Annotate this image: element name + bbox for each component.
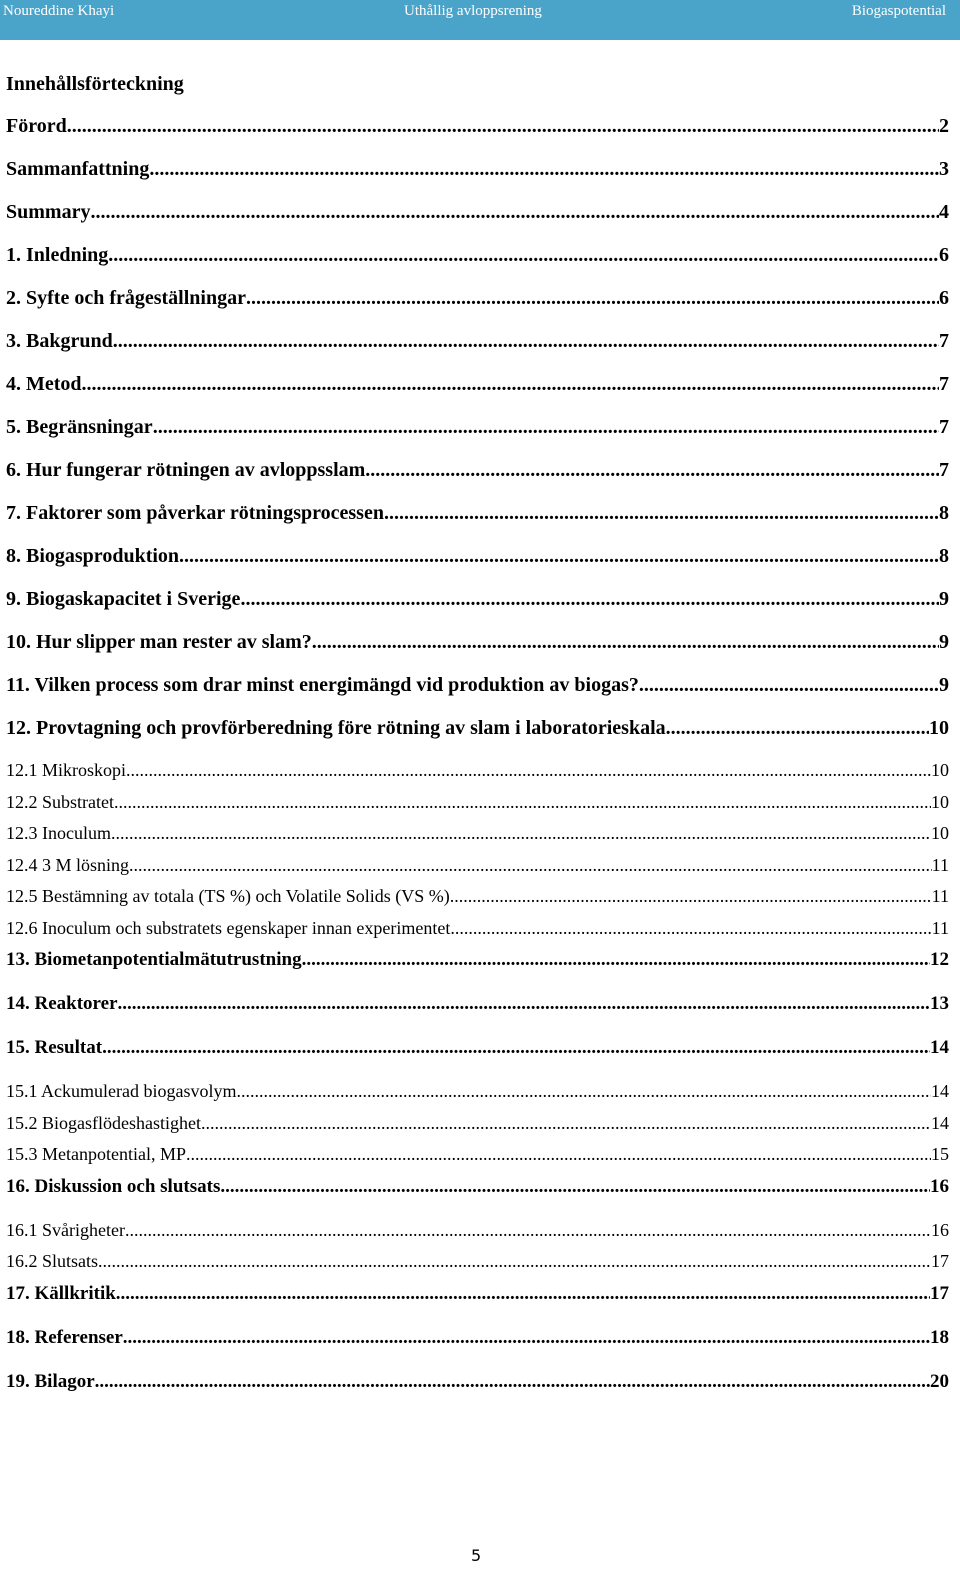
toc-entry[interactable] (6, 501, 949, 544)
toc-entry-page: 7 (939, 416, 949, 438)
header-course: Uthållig avloppsrening (404, 3, 542, 19)
dot-leader (67, 114, 939, 138)
dot-leader (149, 157, 939, 181)
toc-entry-title: 12.4 3 M lösning (6, 854, 130, 875)
dot-leader (302, 948, 930, 971)
toc-entry[interactable] (6, 372, 949, 415)
toc-entry-page: 7 (939, 373, 949, 395)
toc-entry-title: Summary (6, 201, 91, 223)
toc-entry-page: 11 (931, 917, 949, 938)
toc-entry-page: 17 (931, 1251, 949, 1271)
toc-entry[interactable] (6, 854, 949, 886)
dot-leader (220, 1175, 930, 1198)
toc-entry[interactable] (6, 822, 949, 854)
dot-leader (113, 329, 939, 353)
toc-entry-title: 4. Metod (6, 373, 82, 395)
dot-leader (179, 544, 939, 568)
dot-leader (186, 1143, 931, 1165)
toc-entry[interactable] (6, 329, 949, 372)
toc-entry-title: 10. Hur slipper man rester av slam? (6, 631, 312, 653)
toc-entry[interactable] (6, 917, 949, 949)
toc-entry[interactable] (6, 587, 949, 630)
toc-entry-page: 9 (939, 588, 949, 610)
table-of-contents (0, 114, 960, 1414)
toc-entry-page: 8 (939, 502, 949, 524)
dot-leader (95, 1370, 930, 1393)
toc-entry-title: 11. Vilken process som drar minst energimängd vid produktion av biogas? (6, 674, 639, 696)
toc-entry-title: 12.6 Inoculum och substratets egenskaper innan experimentet (6, 917, 451, 938)
dot-leader (312, 630, 939, 654)
toc-entry-page: 10 (929, 717, 949, 739)
toc-entry-title: Sammanfattning (6, 158, 150, 180)
toc-entry-title: 3. Bakgrund (6, 330, 113, 352)
toc-entry[interactable] (6, 630, 949, 673)
toc-entry[interactable] (6, 948, 949, 992)
toc-entry-title: 7. Faktorer som påverkar rötningsprocessen (6, 502, 384, 524)
toc-entry-title: 16. Diskussion och slutsats (6, 1175, 221, 1197)
toc-entry[interactable] (6, 1282, 949, 1326)
dot-leader (201, 1112, 931, 1134)
toc-entry[interactable] (6, 885, 949, 917)
toc-entry-page: 11 (931, 854, 949, 875)
dot-leader (384, 501, 939, 525)
toc-entry-title: 12.2 Substratet (6, 791, 114, 812)
toc-entry-page: 3 (939, 158, 949, 180)
dot-leader (129, 854, 932, 876)
header-author: Noureddine Khayi (3, 3, 115, 19)
toc-entry-page: 2 (939, 115, 949, 137)
toc-entry[interactable] (6, 243, 949, 286)
running-header (0, 0, 960, 40)
toc-entry-page: 14 (931, 1081, 949, 1101)
dot-leader (111, 822, 931, 844)
dot-leader (639, 673, 939, 697)
header-topic: Biogaspotential (851, 3, 946, 19)
dot-leader (246, 286, 939, 310)
toc-entry-page: 9 (939, 631, 949, 653)
dot-leader (365, 458, 939, 482)
toc-entry-page: 10 (931, 823, 949, 843)
toc-entry-page: 17 (930, 1282, 949, 1304)
dot-leader (114, 791, 931, 813)
dot-leader (236, 1080, 931, 1102)
toc-entry-page: 10 (931, 760, 949, 780)
toc-entry[interactable] (6, 1326, 949, 1370)
toc-entry-page: 12 (930, 949, 949, 970)
toc-entry-title: 18. Referenser (6, 1326, 123, 1348)
dot-leader (116, 1282, 930, 1305)
toc-entry[interactable] (6, 1250, 949, 1282)
toc-entry[interactable] (6, 458, 949, 501)
toc-entry-title: 16.2 Slutsats (6, 1251, 99, 1271)
toc-entry[interactable] (6, 114, 949, 157)
toc-entry-title: 15. Resultat (6, 1037, 103, 1058)
toc-entry-title: 16.1 Svårigheter (6, 1219, 125, 1240)
toc-entry-page: 7 (939, 330, 949, 352)
dot-leader (126, 759, 931, 781)
dot-leader (118, 992, 930, 1015)
dot-leader (240, 587, 939, 611)
toc-entry-page: 7 (939, 459, 949, 481)
dot-leader (98, 1250, 931, 1272)
toc-entry-title: 5. Begränsningar (6, 416, 153, 438)
dot-leader (153, 415, 939, 439)
toc-entry[interactable] (6, 992, 949, 1036)
dot-leader (123, 1326, 930, 1349)
toc-entry[interactable] (6, 1112, 949, 1144)
toc-entry-page: 4 (939, 201, 949, 223)
toc-entry-title: 15.1 Ackumulerad biogasvolym (6, 1081, 237, 1101)
toc-entry[interactable] (6, 157, 949, 200)
toc-entry-page: 13 (930, 993, 949, 1014)
toc-entry[interactable] (6, 1370, 949, 1414)
toc-entry-title: 12. Provtagning och provförberedning före rötning av slam i laboratorieskala (6, 717, 666, 739)
toc-entry-title: 12.3 Inoculum (6, 823, 111, 843)
toc-entry-title: 19. Bilagor (6, 1370, 95, 1392)
toc-entry[interactable] (6, 415, 949, 458)
toc-entry-title: Förord (6, 115, 67, 137)
toc-entry-page: 8 (939, 545, 949, 567)
toc-entry-title: 14. Reaktorer (6, 993, 118, 1014)
toc-entry-page: 6 (939, 244, 949, 266)
toc-entry[interactable] (6, 673, 949, 716)
toc-entry-page: 20 (930, 1370, 949, 1392)
toc-entry-title: 12.1 Mikroskopi (6, 760, 127, 780)
toc-entry-title: 2. Syfte och frågeställningar (6, 287, 246, 309)
toc-entry-title: 17. Källkritik (6, 1282, 116, 1304)
dot-leader (82, 372, 939, 396)
toc-entry-title: 1. Inledning (6, 244, 109, 266)
toc-entry[interactable] (6, 1143, 949, 1175)
dot-leader (108, 243, 939, 267)
toc-entry-page: 16 (931, 1219, 949, 1240)
toc-entry-page: 14 (930, 1037, 949, 1058)
page-number: 5 (471, 1546, 482, 1565)
toc-entry[interactable] (6, 759, 949, 791)
dot-leader (450, 917, 931, 939)
toc-entry-title: 6. Hur fungerar rötningen av avloppsslam (6, 459, 366, 481)
toc-entry-page: 18 (930, 1326, 949, 1348)
toc-entry-title: 12.5 Bestämning av totala (TS %) och Volatile Solids (VS %) (6, 886, 450, 906)
toc-entry-page: 10 (931, 791, 949, 812)
toc-entry[interactable] (6, 1219, 949, 1251)
toc-entry-page: 6 (939, 287, 949, 309)
dot-leader (102, 1036, 930, 1059)
toc-entry-title: 9. Biogaskapacitet i Sverige (6, 588, 241, 610)
toc-entry-title: 13. Biometanpotentialmätutrustning (6, 949, 302, 970)
toc-entry[interactable] (6, 200, 949, 243)
toc-entry-page: 16 (930, 1175, 949, 1197)
toc-entry-title: 15.2 Biogasflödeshastighet (6, 1112, 201, 1133)
toc-entry-page: 14 (931, 1112, 949, 1133)
toc-entry[interactable] (6, 716, 949, 759)
toc-entry[interactable] (6, 791, 949, 823)
toc-heading: Innehållsförteckning (6, 73, 184, 95)
toc-entry-title: 8. Biogasproduktion (6, 545, 180, 567)
toc-entry[interactable] (6, 286, 949, 329)
dot-leader (666, 716, 929, 740)
toc-entry-page: 11 (931, 886, 949, 906)
toc-entry[interactable] (6, 1175, 949, 1219)
toc-entry-page: 15 (931, 1144, 949, 1164)
dot-leader (125, 1219, 931, 1241)
toc-entry-title: 15.3 Metanpotential, MP (6, 1144, 186, 1164)
toc-entry-page: 9 (939, 674, 949, 696)
toc-entry[interactable] (6, 544, 949, 587)
toc-entry[interactable] (6, 1080, 949, 1112)
dot-leader (450, 885, 932, 907)
dot-leader (90, 200, 939, 224)
toc-entry[interactable] (6, 1036, 949, 1080)
